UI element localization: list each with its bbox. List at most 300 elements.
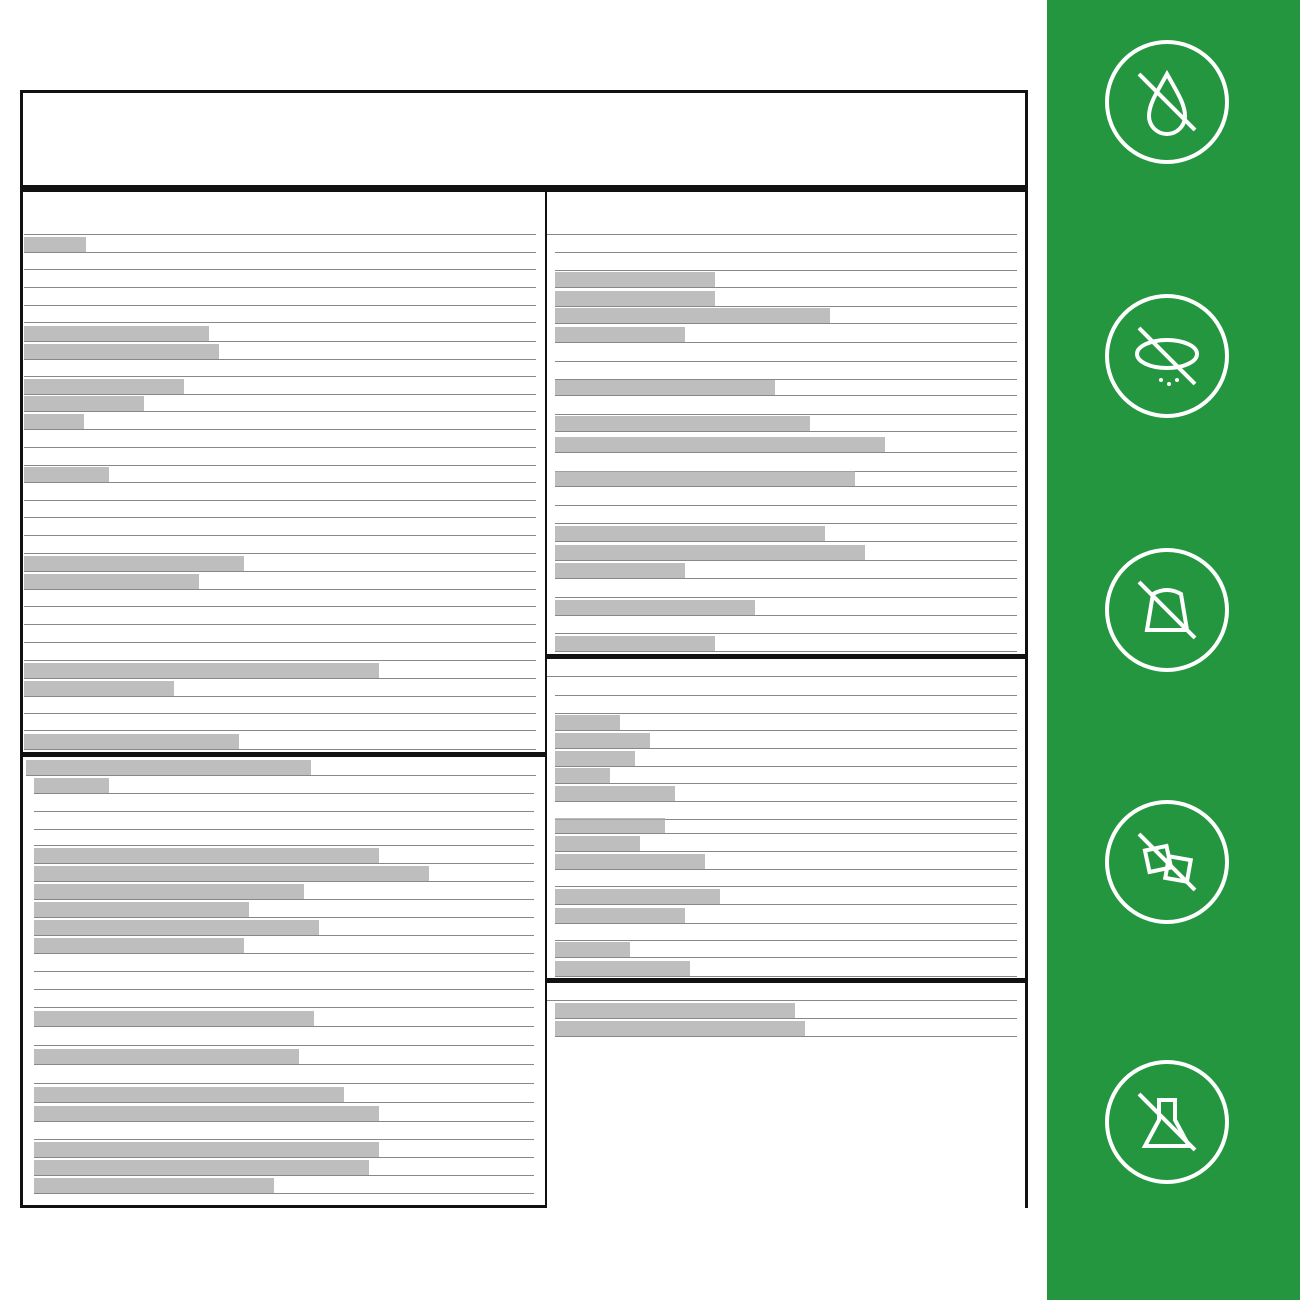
row-rule [555, 695, 1017, 696]
row-rule [547, 1000, 1017, 1001]
table-row [24, 271, 536, 288]
row-rule [24, 411, 536, 412]
table-row [555, 853, 1017, 870]
section-rule [547, 978, 1025, 983]
row-label [24, 557, 26, 570]
row-shade [555, 526, 825, 541]
thick-rule-left [22, 185, 546, 192]
row-shade [34, 1087, 344, 1102]
row-rule [24, 624, 536, 625]
row-shade [24, 574, 199, 589]
table-row [555, 363, 1017, 380]
row-shade [555, 942, 630, 957]
row-label [24, 362, 26, 375]
row-rule [24, 287, 536, 288]
row-label [555, 698, 557, 713]
row-shade [34, 778, 109, 793]
row-rule [555, 323, 1017, 324]
table-row [555, 870, 1017, 887]
table-row [34, 1067, 534, 1084]
row-label [555, 891, 557, 902]
row-label [34, 992, 36, 1007]
row-label [34, 1049, 36, 1064]
row-label [24, 592, 26, 605]
row-rule [34, 935, 534, 936]
table-row [555, 489, 1017, 506]
table-row [555, 697, 1017, 714]
row-label [34, 938, 36, 953]
table-row [547, 660, 1017, 677]
row-shade [24, 663, 379, 678]
row-rule [34, 1083, 534, 1084]
row-label [24, 521, 26, 534]
row-label [34, 1068, 36, 1083]
row-rule [555, 361, 1017, 362]
row-rule [555, 541, 1017, 542]
row-shade [555, 437, 885, 452]
feature-badges-sidebar [1047, 0, 1300, 1300]
row-label [555, 1005, 557, 1016]
table-row [34, 1141, 534, 1158]
row-shade [555, 380, 775, 395]
table-row [24, 343, 536, 360]
row-label [555, 565, 557, 576]
row-label [24, 397, 26, 410]
row-label [555, 600, 557, 615]
table-row [24, 573, 536, 590]
row-label [24, 468, 26, 481]
row-label [34, 780, 36, 791]
table-row [555, 599, 1017, 616]
row-label [555, 856, 557, 867]
row-rule [555, 886, 1017, 887]
table-row [34, 919, 534, 936]
row-rule [555, 431, 1017, 432]
row-rule [555, 904, 1017, 905]
row-label [24, 682, 26, 695]
table-row [555, 236, 1017, 253]
row-shade [24, 237, 86, 252]
row-label [34, 1178, 36, 1193]
table-row [24, 697, 536, 714]
row-rule [547, 234, 1017, 235]
table-row [555, 307, 1017, 324]
row-rule [34, 953, 534, 954]
row-shade [555, 416, 810, 431]
row-rule [555, 523, 1017, 524]
table-row [555, 345, 1017, 362]
row-shade [24, 344, 219, 359]
row-label [24, 503, 26, 516]
row-rule [555, 342, 1017, 343]
no-sugar-icon [1105, 800, 1229, 924]
row-shade [555, 1021, 805, 1036]
row-label [24, 627, 26, 642]
table-row [555, 817, 1017, 834]
row-label [555, 806, 557, 817]
row-shade [24, 681, 174, 696]
row-shade [34, 1106, 379, 1121]
row-rule [555, 801, 1017, 802]
table-row [34, 1177, 534, 1194]
thick-rule-right [547, 185, 1025, 192]
row-label [24, 574, 26, 589]
row-label [555, 788, 557, 799]
table-row [547, 984, 1017, 1001]
table-row [555, 254, 1017, 271]
row-label [34, 868, 36, 879]
row-shade [24, 379, 184, 394]
row-label [555, 528, 557, 539]
row-label [555, 456, 557, 471]
row-label [34, 816, 36, 827]
table-row [34, 847, 534, 864]
row-rule [34, 917, 534, 918]
row-label [34, 832, 36, 843]
row-label [24, 664, 26, 677]
table-row [24, 519, 536, 536]
row-label [24, 308, 26, 321]
row-label [34, 958, 36, 969]
row-label [555, 380, 557, 395]
table-row [555, 379, 1017, 396]
row-rule [555, 486, 1017, 487]
table-row [24, 680, 536, 697]
table-row [34, 777, 534, 794]
row-rule [555, 505, 1017, 506]
row-label [24, 485, 26, 500]
row-label [24, 715, 26, 730]
table-row [34, 1086, 534, 1103]
table-row [34, 1029, 534, 1046]
table-row [555, 470, 1017, 487]
row-shade [555, 563, 685, 578]
row-rule [34, 1064, 534, 1065]
row-shade [34, 1011, 314, 1026]
row-label [555, 620, 557, 631]
row-shade [555, 786, 675, 801]
row-rule [24, 517, 536, 518]
table-row [555, 835, 1017, 852]
row-shade [555, 854, 705, 869]
table-row [555, 750, 1017, 767]
row-rule [26, 775, 536, 776]
row-label [24, 734, 26, 749]
row-rule [34, 899, 534, 900]
row-label [24, 220, 26, 233]
table-row [34, 901, 534, 918]
row-label [555, 473, 557, 484]
row-label [24, 450, 26, 465]
row-label [555, 770, 557, 781]
table-row [555, 732, 1017, 749]
row-rule [555, 560, 1017, 561]
row-rule [24, 322, 536, 323]
row-rule [34, 1007, 534, 1008]
row-label [24, 415, 26, 428]
row-shade [555, 291, 715, 306]
table-row [555, 1002, 1017, 1019]
row-label [34, 850, 36, 861]
row-label [24, 379, 26, 394]
table-row [24, 413, 536, 430]
row-rule [555, 1018, 1017, 1019]
row-rule [555, 252, 1017, 253]
row-shade [34, 902, 249, 917]
section-rule [547, 654, 1025, 659]
table-row [555, 767, 1017, 784]
table-row [34, 829, 534, 846]
table-row [24, 484, 536, 501]
row-shade [34, 1049, 299, 1064]
table-row [34, 813, 534, 830]
table-row [24, 431, 536, 448]
row-rule [24, 660, 536, 661]
row-shade [24, 556, 244, 571]
row-shade [555, 889, 720, 904]
row-label [555, 717, 557, 728]
row-shade [555, 545, 865, 560]
table-row [555, 507, 1017, 524]
row-label [555, 291, 557, 306]
row-rule [34, 1157, 534, 1158]
no-gelatin-icon [1105, 548, 1229, 672]
table-row [555, 785, 1017, 802]
row-shade [555, 327, 685, 342]
table-row [34, 865, 534, 882]
row-label [555, 753, 557, 764]
table-row [555, 888, 1017, 905]
row-rule [34, 1121, 534, 1122]
row-shade [24, 734, 239, 749]
table-row [26, 759, 536, 776]
row-label [555, 401, 557, 412]
table-row [24, 289, 536, 306]
row-shade [555, 600, 755, 615]
row-shade [555, 1003, 795, 1018]
row-label [555, 545, 557, 560]
row-rule [555, 578, 1017, 579]
row-label [24, 327, 26, 340]
row-label [34, 1106, 36, 1121]
row-label [555, 927, 557, 938]
row-shade [555, 818, 665, 833]
row-label [555, 636, 557, 651]
row-shade [24, 414, 84, 429]
row-label [555, 255, 557, 270]
row-label [555, 346, 557, 361]
row-label [555, 310, 557, 321]
table-row [555, 398, 1017, 415]
row-shade [555, 733, 650, 748]
row-rule [555, 1036, 1017, 1037]
row-label [555, 910, 557, 921]
table-row [24, 253, 536, 270]
row-label [547, 985, 549, 1000]
row-rule [555, 287, 1017, 288]
table-row [24, 733, 536, 750]
row-rule [34, 1175, 534, 1176]
row-label [555, 510, 557, 521]
table-row [24, 590, 536, 607]
no-artificial-sweetener-icon [1105, 294, 1229, 418]
table-row [34, 795, 534, 812]
table-row [24, 449, 536, 466]
row-rule [24, 341, 536, 342]
table-row [24, 501, 536, 518]
table-row [34, 1123, 534, 1140]
table-row [34, 1010, 534, 1027]
row-rule [555, 851, 1017, 852]
row-rule [24, 571, 536, 572]
row-rule [555, 976, 1017, 977]
row-rule [34, 793, 534, 794]
table-row [555, 544, 1017, 561]
table-row [34, 955, 534, 972]
row-rule [555, 730, 1017, 731]
row-label [24, 291, 26, 304]
row-shade [24, 467, 109, 482]
table-row [34, 1105, 534, 1122]
table-row [555, 581, 1017, 598]
row-label [547, 219, 549, 234]
row-rule [24, 535, 536, 536]
row-label [24, 345, 26, 358]
row-shade [555, 961, 690, 976]
row-label [34, 1030, 36, 1045]
row-shade [34, 848, 379, 863]
row-rule [34, 1139, 534, 1140]
row-rule [547, 676, 1017, 677]
row-rule [24, 678, 536, 679]
row-rule [24, 642, 536, 643]
row-rule [555, 651, 1017, 652]
row-label [34, 798, 36, 809]
row-rule [555, 833, 1017, 834]
row-shade [24, 326, 209, 341]
table-row [555, 907, 1017, 924]
table-row [555, 436, 1017, 453]
row-label [34, 976, 36, 987]
row-shade [34, 1178, 274, 1193]
table-row [555, 714, 1017, 731]
row-label [547, 661, 549, 676]
row-rule [24, 482, 536, 483]
table-row [34, 937, 534, 954]
no-dye-icon [1105, 40, 1229, 164]
row-label [555, 680, 557, 695]
table-row [24, 360, 536, 377]
row-rule [34, 1045, 534, 1046]
row-label [24, 645, 26, 660]
row-label [555, 873, 557, 884]
row-label [26, 760, 28, 775]
row-shade [24, 396, 144, 411]
row-rule [34, 881, 534, 882]
row-label [555, 418, 557, 429]
table-row [24, 555, 536, 572]
row-label [555, 582, 557, 597]
row-shade [34, 866, 429, 881]
table-row [24, 626, 536, 643]
row-label [555, 366, 557, 377]
table-row [24, 218, 536, 235]
row-label [555, 961, 557, 976]
table-row [555, 941, 1017, 958]
row-rule [555, 615, 1017, 616]
row-rule [34, 971, 534, 972]
row-shade [34, 1160, 369, 1175]
row-label [34, 904, 36, 915]
table-row [34, 1048, 534, 1065]
row-shade [555, 908, 685, 923]
row-label [34, 1013, 36, 1024]
row-rule [24, 749, 536, 750]
row-label [555, 274, 557, 285]
row-label [555, 327, 557, 342]
row-label [555, 1021, 557, 1036]
no-preservative-icon [1105, 1060, 1229, 1184]
row-rule [555, 783, 1017, 784]
row-rule [34, 863, 534, 864]
row-rule [34, 1102, 534, 1103]
table-row [555, 1020, 1017, 1037]
table-row [24, 306, 536, 323]
row-label [555, 437, 557, 452]
row-shade [555, 471, 855, 486]
table-row [555, 562, 1017, 579]
row-shade [26, 760, 311, 775]
section-rule [22, 752, 546, 757]
row-rule [555, 957, 1017, 958]
row-rule [555, 452, 1017, 453]
table-row [555, 415, 1017, 432]
row-label [34, 1160, 36, 1175]
table-row [24, 662, 536, 679]
row-rule [24, 730, 536, 731]
row-rule [24, 376, 536, 377]
table-row [555, 290, 1017, 307]
table-row [555, 924, 1017, 941]
row-label [24, 433, 26, 446]
table-row [24, 608, 536, 625]
row-rule [555, 597, 1017, 598]
row-label [34, 1142, 36, 1157]
row-shade [555, 751, 635, 766]
row-rule [34, 989, 534, 990]
table-row [34, 883, 534, 900]
row-label [24, 539, 26, 552]
row-rule [34, 1026, 534, 1027]
row-label [555, 735, 557, 746]
table-row [555, 326, 1017, 343]
row-label [34, 1087, 36, 1102]
row-label [555, 820, 557, 831]
table-row [24, 378, 536, 395]
row-shade [34, 938, 244, 953]
table-row [34, 973, 534, 990]
row-rule [555, 395, 1017, 396]
row-rule [555, 748, 1017, 749]
table-row [24, 395, 536, 412]
row-rule [34, 811, 534, 812]
row-rule [24, 429, 536, 430]
row-label [24, 238, 26, 251]
row-label [34, 886, 36, 897]
row-label [555, 490, 557, 505]
table-row [555, 635, 1017, 652]
row-shade [34, 920, 319, 935]
